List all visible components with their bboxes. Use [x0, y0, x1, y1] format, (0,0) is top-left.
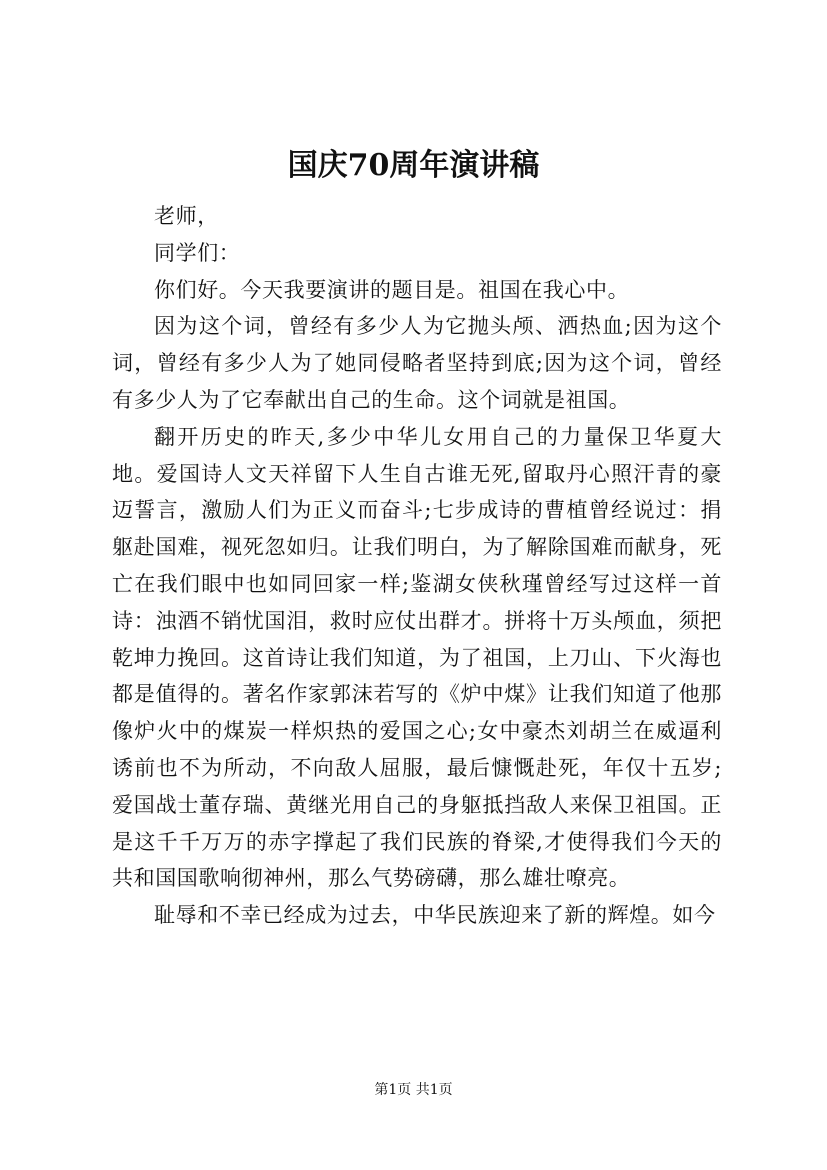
page-footer: 第1页 共1页 [374, 1082, 453, 1098]
paragraph-history: 翻开历史的昨天,多少中华儿女用自己的力量保卫华夏大地。爱国诗人文天祥留下人生自古谁无死,留取丹心照汗青的豪迈誓言，激励人们为正义而奋斗;七步成诗的曹植曾经说过：捐躯赴国难，视死忽如归。让我们明白，为了解除国难而献身，死亡在我们眼中也如同回家一样;鉴湖女侠秋瑾曾经写过这样一首诗：浊酒不销忧国泪，救时应仗出群才。拼将十万头颅血，须把乾坤力挽回。这首诗让我们知道，为了祖国，上刀山、下火海也都是值得的。著名作家郭沫若写的《炉中煤》让我们知道了他那像炉火中的煤炭一样炽热的爱国之心;女中豪杰刘胡兰在威逼利诱前也不为所动，不向敌人屈服，最后慷慨赴死，年仅十五岁;爱国战士董存瑞、黄继光用自己的身躯抵挡敌人来保卫祖国。正是这千千万万的赤字撑起了我们民族的脊梁,才使得我们今天的共和国国歌响彻神州，那么气势磅礴，那么雄壮嘹亮。 [112, 424, 722, 891]
document-body [112, 198, 722, 934]
document-title: 国庆70周年演讲稿 [287, 148, 540, 183]
paragraph-motherland-word: 因为这个词，曾经有多少人为它抛头颅、洒热血;因为这个词，曾经有多少人为了她同侵略者坚持到底;因为这个词，曾经有多少人为了它奉献出自己的生命。这个词就是祖国。 [112, 314, 722, 412]
salutation-teacher: 老师， [154, 204, 219, 228]
paragraph-greeting: 你们好。今天我要演讲的题目是。祖国在我心中。 [154, 277, 630, 302]
salutation-students: 同学们： [154, 240, 241, 265]
paragraph-new-glory: 耻辱和不幸已经成为过去，中华民族迎来了新的辉煌。如今 [154, 903, 716, 928]
